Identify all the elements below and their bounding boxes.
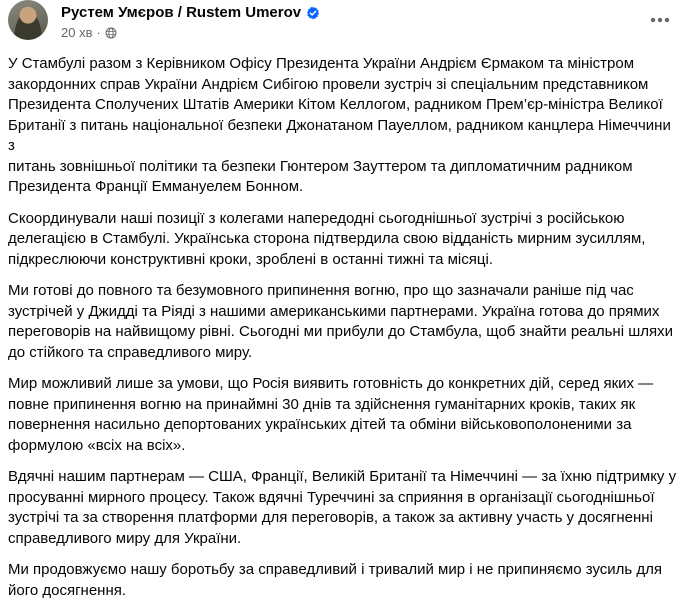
post-paragraph: У Стамбулі разом з Керівником Офісу Президента України Андрієм Єрмаком та міністром закордонних справ України Андрієм Сибігою провели зустріч зі спеціальним представником Президента Сполучених Штатів Америки Кітом Келлогом, радником Прем’єр-міністра Великої Британії з питань національної безпеки Джонатаном Пауеллом, радником канцлера Німеччини з питань зовнішньої політики та безпеки Гюнтером Зауттером та дипломатичним радником Президента Франції Еммануелем Бонном. <box>8 55 671 195</box>
more-options-button[interactable] <box>644 4 676 36</box>
author-name[interactable]: Рустем Умєров / Rustem Umerov <box>61 4 302 21</box>
more-options-icon <box>650 17 670 23</box>
post-paragraph: Мир можливий лише за умови, що Росія виявить готовність до конкретних дій, серед яких — повне припинення вогню на принаймні 30 днів та здійснення гуманітарних кроків, таких як повернення насильно депортованих українських дітей та обміни військовополоненими за формулою «всіх на всіх». <box>8 375 654 454</box>
globe-icon[interactable] <box>105 27 117 39</box>
post-paragraph: Скоординували наші позиції з колегами напередодні сьогоднішньої зустрічі з російською делегацією в Стамбулі. Українська сторона підтвердила свою відданість мирним зусиллям, підкреслюючи конструктивні кроки, зроблені в останні тижні та місяці. <box>8 209 646 268</box>
post-content <box>8 54 680 612</box>
post-header <box>8 0 678 42</box>
post-paragraph: Ми готові до повного та безумовного припинення вогню, про що зазначали раніше під час зустрічей у Джидді та Ріяді з нашими американськими партнерами. Україна готова до прямих переговорів на найвищому рівні. Сьогодні ми прибули до Стамбула, щоб знайти реальні шляхи до стійкого та справедливого миру. <box>8 282 673 361</box>
post-meta <box>61 25 117 40</box>
meta-separator: · <box>96 25 101 40</box>
post-paragraph: Вдячні нашим партнерам — США, Франції, Великій Британії та Німеччині — за їхню підтримку у просуванні мирного процесу. Також вдячні Туреччині за сприяння в організації сьогоднішньої зустрічі та за створення платформи для переговорів, а також за активну участь у досягненні справедливого миру для України. <box>8 468 677 547</box>
post-paragraph: Ми продовжуємо нашу боротьбу за справедливий і тривалий мир і не припиняємо зусиль для його досягнення. <box>8 561 663 599</box>
post-timestamp[interactable]: 20 хв <box>61 25 93 40</box>
verified-badge-icon <box>306 6 320 20</box>
author-line <box>61 4 320 21</box>
author-avatar[interactable] <box>8 0 48 40</box>
